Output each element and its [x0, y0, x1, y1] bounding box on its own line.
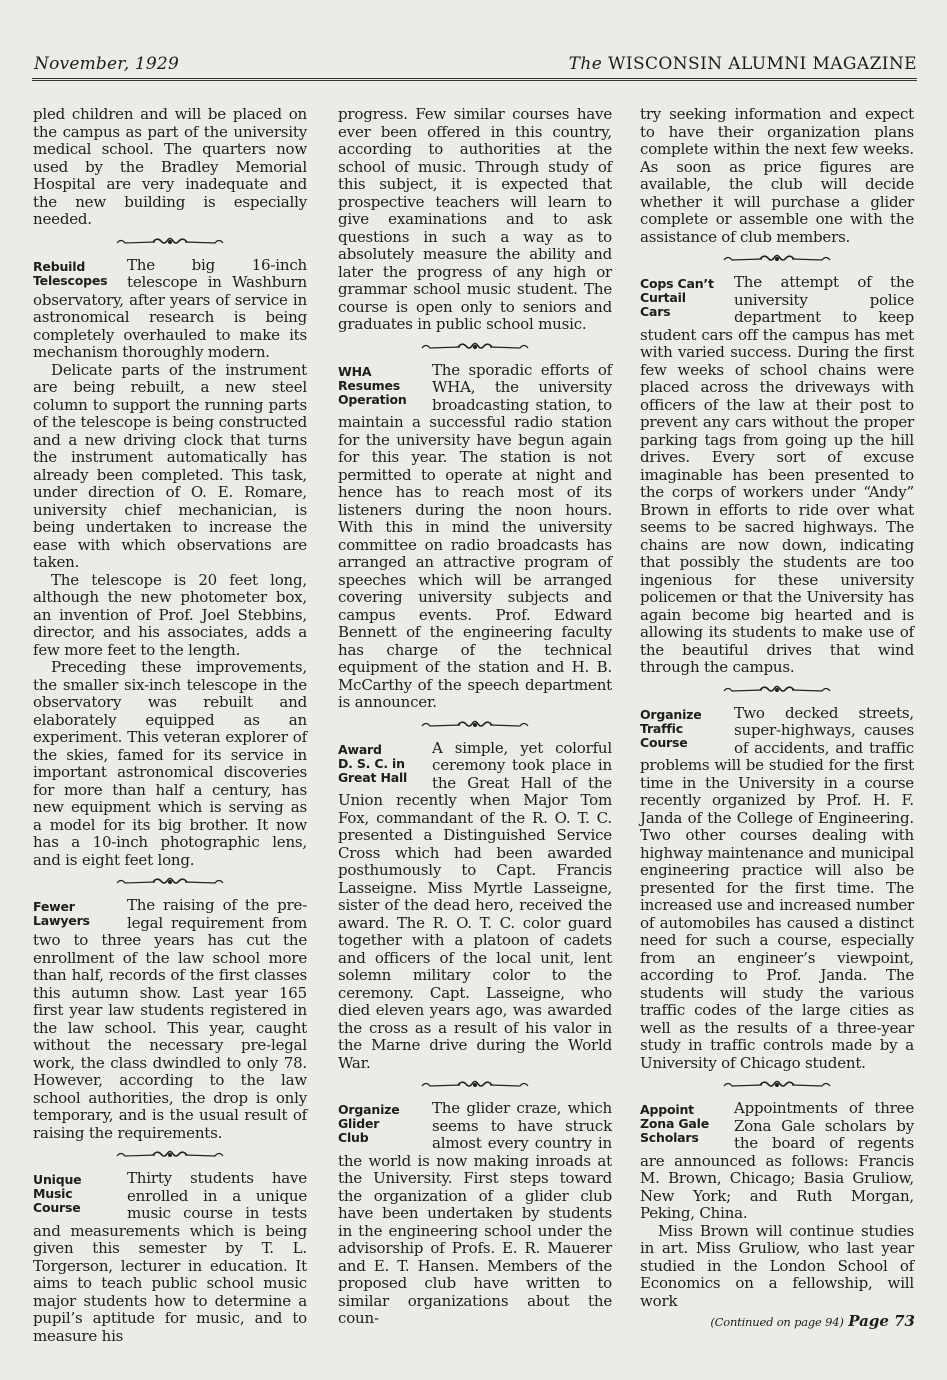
side-heading-line: Award — [338, 741, 382, 757]
side-heading — [338, 743, 422, 785]
article-fewer-lawyers — [33, 897, 307, 1142]
side-heading-line: Organize — [338, 1102, 400, 1117]
side-heading-line: Lawyers — [33, 913, 90, 928]
ornament-divider — [722, 683, 832, 697]
article-award-dsc — [338, 740, 612, 1073]
side-heading-line: Operation — [338, 391, 407, 407]
magazine-title-name: WISCONSIN ALUMNI MAGAZINE — [607, 54, 917, 74]
article-paragraph: Appointments of three Zona Gale scholars by the board of regents are announced as follows: Francis M. Brown, Chicago; Basia Gruliow, New York; and Ruth Morgan, Peking, China. — [640, 1099, 914, 1222]
magazine-title-the: The — [568, 54, 603, 74]
article-paragraph: The big 16-inch telescope in Washburn observatory, after years of service in astronomical research is being completely overhauled to make its mechanism thoroughly modern. — [33, 255, 307, 361]
side-heading-line: Curtail — [640, 290, 686, 305]
side-heading-line: Music — [33, 1186, 73, 1201]
article-rebuild-telescopes — [33, 257, 307, 870]
ornament-divider — [722, 252, 832, 266]
article-paragraph: Thirty students have enrolled in a unique music course in tests and measurements which is being given this semester by T. L. Torgerson, lecturer in education. It aims to teach public school music major students how to determine a pupil’s aptitude for music, and to measure his — [33, 1169, 307, 1345]
article-paragraph: Miss Brown will continue studies in art. Miss Gruliow, who last year studied in the London School of Economics on a fellowship, will work — [640, 1221, 914, 1310]
side-heading — [33, 260, 117, 288]
side-heading — [33, 900, 117, 928]
magazine-title — [569, 54, 917, 74]
page-number: Page 73 — [848, 1312, 915, 1330]
side-heading — [640, 277, 724, 319]
article-paragraph: Preceding these improvements, the smaller six-inch telescope in the observatory was rebuilt and elaborately equipped as an experiment. This veteran explorer of the skies, famed for its service in important astronomical discoveries for more than half a century, has new equipment which is serving as a model for its big brother. It now has a 10-inch photographic lens, and is eight feet long. — [33, 658, 307, 869]
ornament-divider — [115, 875, 225, 889]
ornament-divider — [420, 718, 530, 732]
article-unique-music-course — [33, 1170, 307, 1345]
article-wha-resumes-operation — [338, 362, 612, 712]
side-heading-line: Appoint — [640, 1102, 694, 1117]
ornament-divider — [722, 1078, 832, 1092]
article-paragraph: The attempt of the university police department to keep student cars off the campus has met with varied success. During the first few weeks of school chains were placed across the driveways with officers of the law at their post to prevent any cars without the proper parking tags from going up the hill drives. Every sort of excuse imaginable has been presented to the corps of workers under “Andy” Brown in efforts to ride over what seems to be sacred highways. The chains are now down, indicating that possibly the students are too ingenious for these university policemen or that the University has again become big hearted and is allowing its students to make use of the beautiful drives that wind through the campus. — [640, 273, 914, 676]
side-heading-line: Glider — [338, 1116, 380, 1131]
side-heading-line: Zona Gale — [640, 1116, 709, 1131]
side-heading — [640, 1103, 724, 1145]
article-paragraph: Delicate parts of the instrument are being rebuilt, a new steel column to support the running parts of the telescope is being constructed and a new driving clock that turns the instrument automatically has already been completed. This task, under direction of O. E. Romare, university chief mechanician, is being undertaken to increase the ease with which observations are taken. — [33, 360, 307, 571]
column-2 — [338, 106, 612, 1328]
continued-note: (Continued on page 94) — [710, 1315, 844, 1329]
issue-date: November, 1929 — [34, 54, 179, 74]
article-paragraph: Two decked streets, super-highways, causes of accidents, and traffic problems will be studied for the first time in the University in a course recently organized by Prof. H. F. Janda of the College of Engineering. Two other courses dealing with highway maintenance and municipal engineering practice will also be presented for the first time. The increased use and increased number of automobiles has caused a distinct need for such a course, especially from an engineer’s viewpoint, according to Prof. Janda. The students will study the various traffic codes of the large cities as well as the results of a three-year study in traffic controls made by a University of Chicago student. — [640, 703, 914, 1072]
ornament-divider — [115, 1148, 225, 1162]
article-paragraph: The raising of the pre-legal requirement from two to three years has cut the enrollment of the law school more than half, records of the first classes this autumn show. Last year 165 first year law students registered in the law school. This year, caught without the necessary pre-legal work, the class dwindled to only 78. However, according to the law school authorities, the drop is only temporary, and is the usual result of raising the requirements. — [33, 896, 307, 1142]
side-heading-line: Great Hall — [338, 769, 408, 785]
ornament-divider — [115, 235, 225, 249]
side-heading-line: Course — [33, 1200, 81, 1215]
side-heading-line: D. S. C. in — [338, 755, 405, 771]
side-heading-line: Telescopes — [33, 272, 108, 288]
side-heading-line: Cops Can’t — [640, 276, 714, 291]
page-header — [32, 52, 917, 81]
side-heading-line: Club — [338, 1130, 369, 1145]
column-1 — [33, 106, 307, 1345]
intro-paragraph: pled children and will be placed on the campus as part of the university medical school. The quarters now used by the Bradley Memorial Hospital are very inadequate and the new building is especially needed. — [33, 105, 307, 228]
ornament-divider — [420, 1078, 530, 1092]
side-heading — [33, 1173, 117, 1215]
side-heading-line: Rebuild — [33, 258, 86, 274]
side-heading-line: Fewer — [33, 899, 75, 914]
article-cops-curtail-cars — [640, 274, 914, 677]
side-heading-line: Unique — [33, 1172, 82, 1187]
article-traffic-course — [640, 705, 914, 1073]
intro-paragraph: progress. Few similar courses have ever been offered in this country, according to authorities at the school of music. Through study of this subject, it is expected that prospective teachers will learn to give examinations and to ask questions in such a way as to absolutely measure the ability and later the progress of any high or grammar school music student. The course is open only to seniors and graduates in public school music. — [338, 105, 612, 333]
article-paragraph: The sporadic efforts of WHA, the university broadcasting station, to maintain a successful radio station for the university have begun again for this year. The station is not permitted to operate at night and hence has to reach most of its listeners during the noon hours. With this in mind the university committee on radio broadcasts has arranged an attractive program of speeches which will be arranged covering university subjects and campus events. Prof. Edward Bennett of the engineering faculty has charge of the technical equipment of the station and H. B. McCarthy of the speech department is announcer. — [338, 360, 612, 711]
article-paragraph: The telescope is 20 feet long, although the new photometer box, an invention of Prof. Joel Stebbins, director, and his associates, adds a few more feet to the length. — [33, 570, 307, 659]
side-heading-line: WHA — [338, 363, 372, 379]
side-heading — [338, 365, 422, 407]
article-zona-gale-scholars — [640, 1100, 914, 1310]
article-glider-club — [338, 1100, 612, 1328]
side-heading — [640, 708, 724, 750]
column-3 — [640, 106, 914, 1332]
intro-paragraph: try seeking information and expect to have their organization plans complete within the next few weeks. As soon as price figures are available, the club will decide whether it will purchase a glider complete or assemble one with the assistance of club members. — [640, 105, 914, 246]
ornament-divider — [420, 340, 530, 354]
side-heading-line: Course — [640, 734, 688, 750]
side-heading-line: Scholars — [640, 1130, 699, 1145]
side-heading-line: Traffic — [640, 720, 683, 736]
side-heading-line: Resumes — [338, 377, 400, 393]
side-heading — [338, 1103, 422, 1145]
side-heading-line: Cars — [640, 304, 671, 319]
article-paragraph: The glider craze, which seems to have struck almost every country in the world is now making inroads at the University. First steps toward the organization of a glider club have been undertaken by students in the engineering school under the advisorship of Profs. E. R. Mauerer and E. T. Hansen. Members of the proposed club have written to similar organizations about the coun- — [338, 1099, 612, 1327]
side-heading-line: Organize — [640, 706, 702, 722]
article-paragraph: A simple, yet colorful ceremony took place in the Great Hall of the Union recently when Major Tom Fox, commandant of the R. O. T. C. presented a Distinguished Service Cross which had been awarded posthumously to Capt. Francis Lasseigne. Miss Myrtle Lasseigne, sister of the dead hero, received the award. The R. O. T. C. color guard together with a platoon of cadets and officers of the local unit, lent solemn military color to the ceremony. Capt. Lasseigne, who died eleven years ago, was awarded the cross as a result of his valor in the Marne drive during the World War. — [338, 738, 612, 1072]
